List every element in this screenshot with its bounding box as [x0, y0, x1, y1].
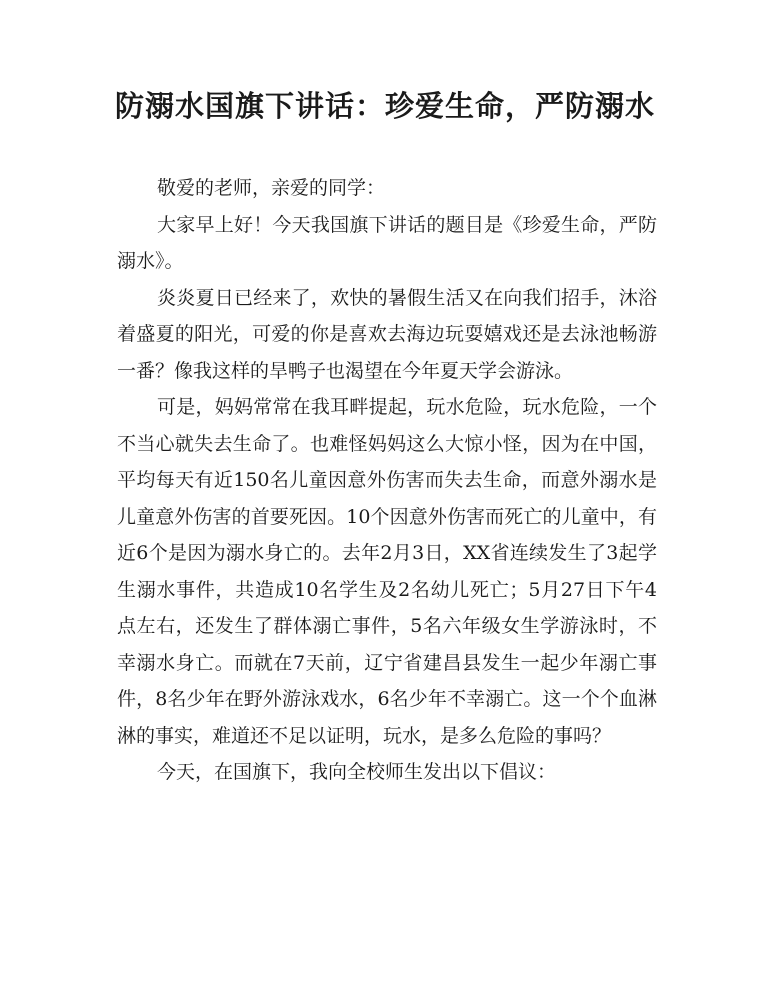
paragraph-proposal: 今天，在国旗下，我向全校师生发出以下倡议： — [157, 761, 557, 783]
paragraph-greeting: 敬爱的老师，亲爱的同学： — [157, 177, 386, 199]
paragraph-danger: 可是，妈妈常常在我耳畔提起，玩水危险，玩水危险，一个不当心就失去生命了。也难怪妈妈这么大惊小怪，因为在中国，平均每天有近150名儿童因意外伤害而失去生命，而意外溺水是儿童意外伤害的首要死因。10个因意外伤害而死亡的儿童中，有近6个是因为溺水身亡的。去年2月3日，XX省连续发生了3起学生溺水事件，共造成10名学生及2名幼儿死亡；5月27日下午4点左右，还发生了群体溺亡事件，5名六年级女生学游泳时，不幸溺水身亡。而就在7天前，辽宁省建昌县发生一起少年溺亡事件，8名少年在野外游泳戏水，6名少年不幸溺亡。这一个个血淋淋的事实，难道还不足以证明，玩水，是多么危险的事吗？ — [117, 396, 657, 747]
paragraph-summer: 炎炎夏日已经来了，欢快的暑假生活又在向我们招手，沐浴着盛夏的阳光，可爱的你是喜欢去海边玩耍嬉戏还是去泳池畅游一番？像我这样的旱鸭子也渴望在今年夏天学会游泳。 — [117, 286, 657, 382]
document-title: 防溺水国旗下讲话：珍爱生命，严防溺水 — [114, 89, 655, 123]
paragraph-intro: 大家早上好！今天我国旗下讲话的题目是《珍爱生命，严防溺水》。 — [117, 213, 657, 272]
document-body — [117, 170, 657, 791]
